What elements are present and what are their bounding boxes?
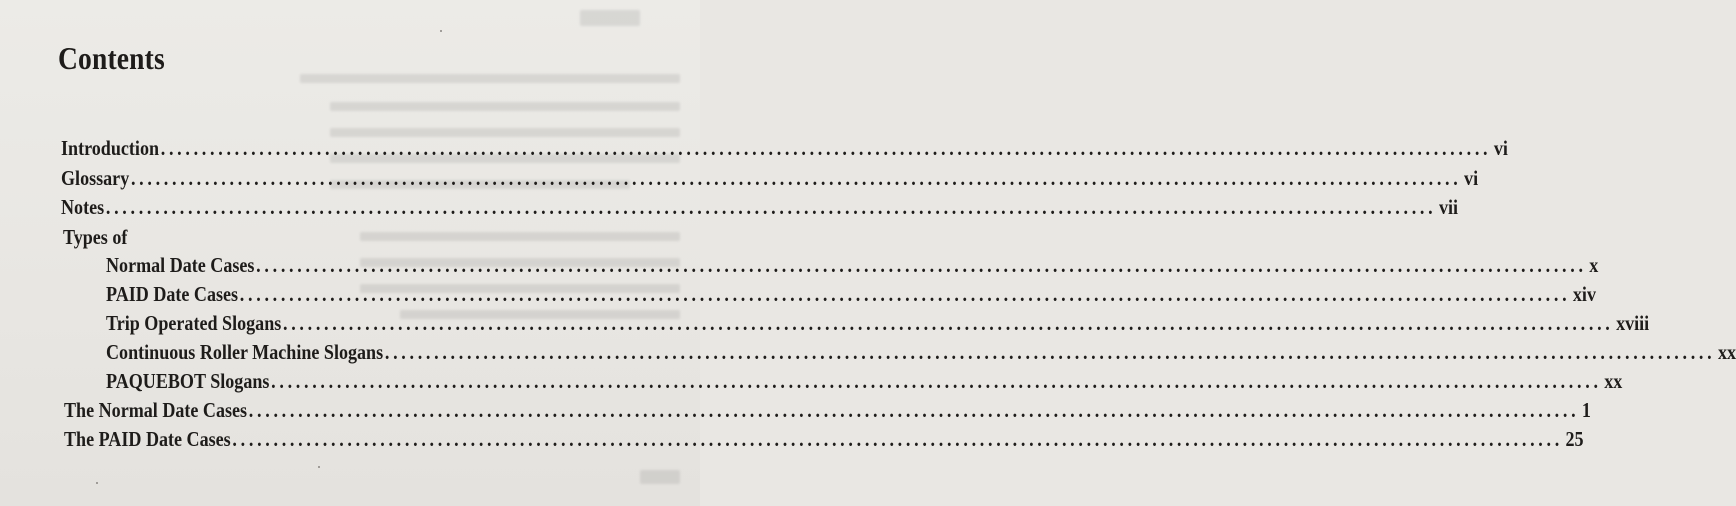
toc-entry-page: vi xyxy=(1493,136,1508,160)
toc-entry-introduction xyxy=(61,136,1508,162)
toc-entry-label: The PAID Date Cases xyxy=(64,427,231,451)
toc-entry-label: PAID Date Cases xyxy=(106,282,239,306)
leader-dots: .................................................................................................................................................................. xyxy=(232,427,1563,451)
toc-entry-paquebot-slogans xyxy=(106,369,1623,395)
toc-entry-label: Trip Operated Slogans xyxy=(106,311,282,335)
toc-entry-page: xviii xyxy=(1616,311,1650,335)
toc-entry-the-paid-date-cases xyxy=(64,427,1584,453)
toc-entry-label: Glossary xyxy=(61,166,130,190)
toc-entry-page: 25 xyxy=(1565,427,1584,451)
toc-entry-the-normal-date-cases xyxy=(64,398,1591,424)
toc-entry-trip-operated-slogans xyxy=(106,311,1650,337)
toc-entry-label: Normal Date Cases xyxy=(106,253,255,277)
leader-dots: .................................................................................................................................................................. xyxy=(271,369,1602,393)
toc-entry-page: vii xyxy=(1438,195,1459,219)
toc-entry-label: PAQUEBOT Slogans xyxy=(106,369,270,393)
toc-entry-notes xyxy=(61,195,1459,221)
toc-entry-label: Continuous Roller Machine Slogans xyxy=(106,340,384,364)
leader-dots: .................................................................................................................................................................. xyxy=(256,253,1587,277)
toc-section-label: Types of xyxy=(63,225,128,249)
contents-title: Contents xyxy=(58,40,165,76)
toc-entry-page: x xyxy=(1589,253,1599,277)
toc-entry-page: xiv xyxy=(1572,282,1596,306)
toc-entry-glossary xyxy=(61,166,1479,192)
toc-entry-normal-date-cases xyxy=(106,253,1599,279)
leader-dots: .................................................................................................................................................................. xyxy=(248,398,1580,422)
toc-entry-paid-date-cases xyxy=(106,282,1596,308)
leader-dots: .................................................................................................................................................................. xyxy=(130,166,1462,190)
toc-entry-label: Notes xyxy=(61,195,105,219)
toc-entry-continuous-roller-machine-slogans xyxy=(106,340,1736,366)
toc-entry-label: The Normal Date Cases xyxy=(64,398,248,422)
leader-dots: .................................................................................................................................................................. xyxy=(282,311,1614,335)
leader-dots: .................................................................................................................................................................. xyxy=(384,340,1716,364)
leader-dots: .................................................................................................................................................................. xyxy=(239,282,1571,306)
toc-entry-page: 1 xyxy=(1581,398,1591,422)
toc-entry-page: vi xyxy=(1464,166,1479,190)
toc-entry-label: Introduction xyxy=(61,136,160,160)
leader-dots: .................................................................................................................................................................. xyxy=(105,195,1437,219)
leader-dots: .................................................................................................................................................................. xyxy=(160,136,1492,160)
toc-entry-page: xx xyxy=(1717,340,1736,364)
toc-section-types-of xyxy=(63,225,363,251)
toc-entry-page: xx xyxy=(1604,369,1623,393)
